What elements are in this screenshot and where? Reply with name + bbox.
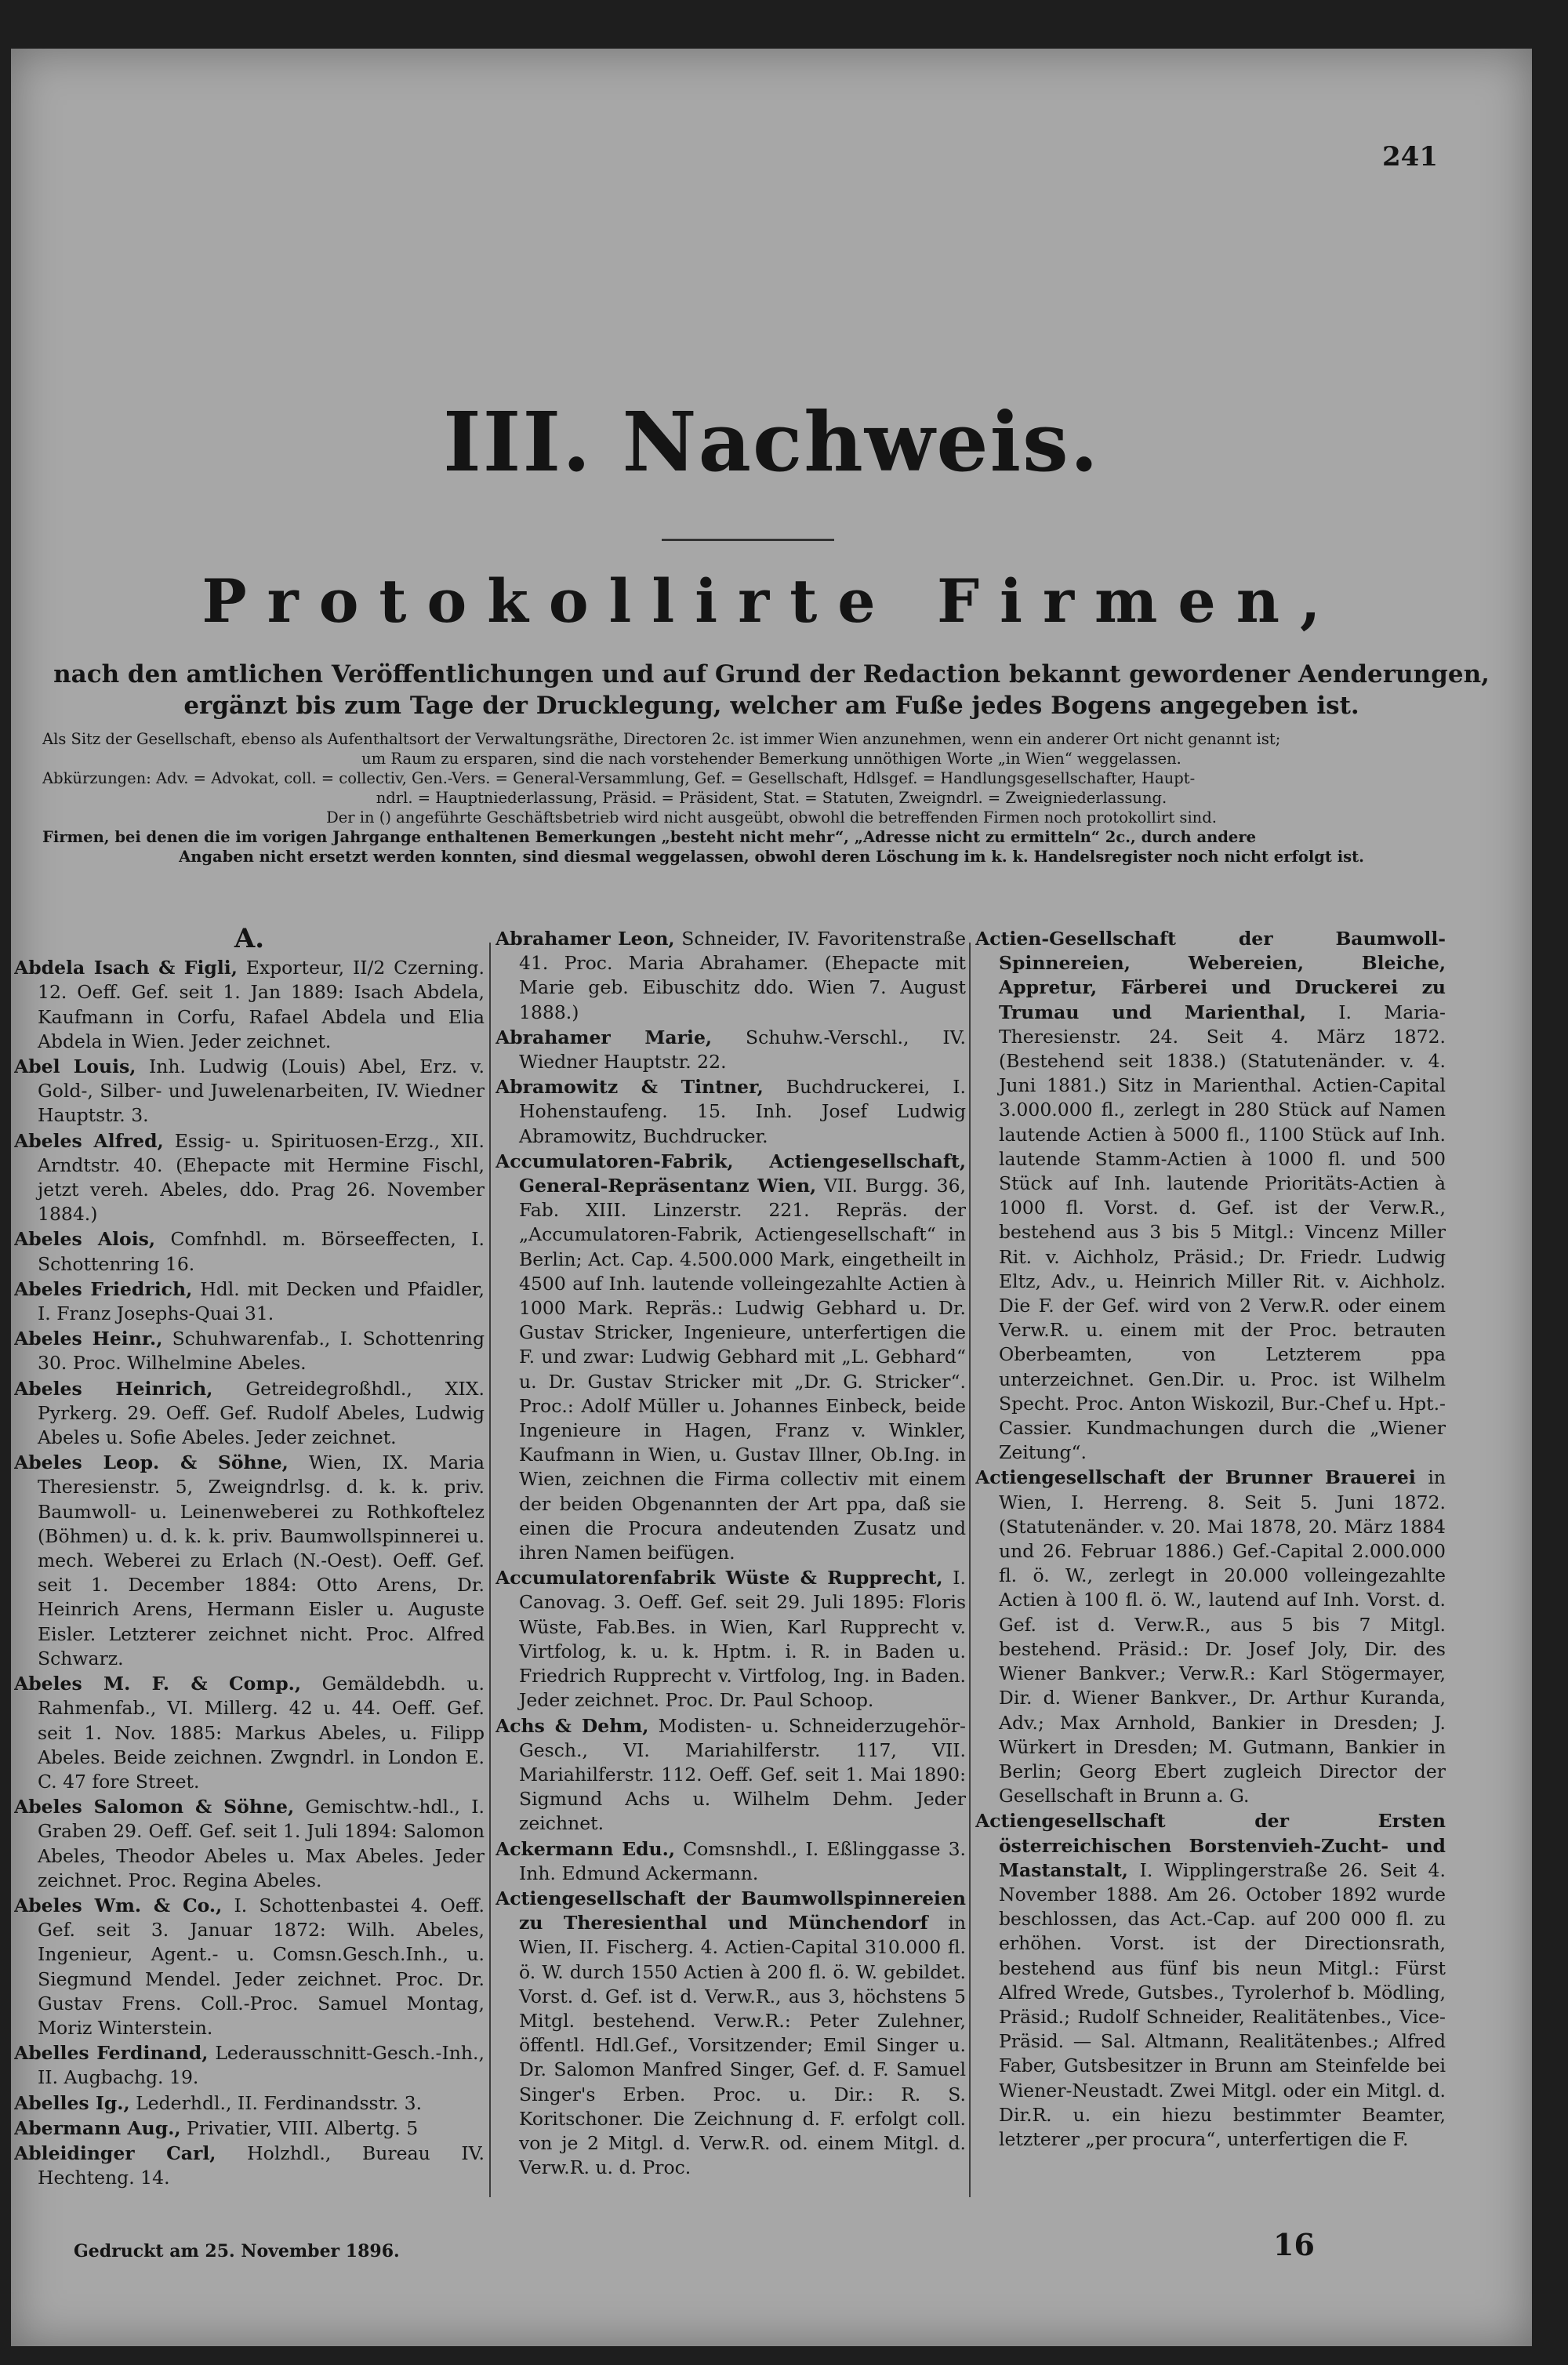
firm-details: Wien, IX. Maria Theresienstr. 5, Zweigndrlsg. d. k. k. priv. Baumwoll- u. Leinenweberei zu Rothkoftelez (Böhmen) u. d. k. k. priv. Baumwollspinnerei u. mech. Weberei zu Erlach (N.-Oest). Oeff. Gef. seit 1. December 1884: Otto Arens, Dr. Heinrich Arens, Hermann Eisler u. Auguste Eisler. Letzterer zeichnet nicht. Proc. Alfred Schwarz. — [38, 1451, 485, 1669]
firm-name: Abermann Aug., — [14, 2116, 181, 2139]
firm-details: VII. Burgg. 36, Fab. XIII. Linzerstr. 221. Repräs. der „Accumulatoren-Fabrik, Actiengesellschaft“ in Berlin; Act. Cap. 4.500.000 Mark, eingetheilt in 4500 auf Inh. lautende volleingezahlte Actien à 1000 Mark. Repräs.: Ludwig Gebhard u. Dr. Gustav Stricker, Ingenieure, unterfertigen die F. und zwar: Ludwig Gebhard mit „L. Gebhard“ u. Dr. Gustav Stricker mit „Dr. G. Stricker“. Proc.: Adolf Müller u. Johannes Einbeck, beide Ingenieure in Hagen, Franz v. Winkler, Kaufmann in Wien, u. Gustav Illner, Ob.Ing. in Wien, zeichnen die Firma collectiv mit einem der beiden Obgenannten der Art ppa, daß sie einen die Procura andeutenden Zusatz und ihren Namen beifügen. — [519, 1175, 966, 1564]
firm-details: Gemäldebdh. u. Rahmenfab., VI. Millerg. 42 u. 44. Oeff. Gef. seit 1. Nov. 1885: Markus Abeles, u. Filipp Abeles. Beide zeichnen. Zwgndrl. in London E. C. 47 fore Street. — [38, 1673, 485, 1793]
register-entry — [495, 927, 966, 1025]
firm-name: Accumulatorenfabrik Wüste & Rupprecht, — [495, 1567, 943, 1589]
firm-details: Lederhdl., II. Ferdinandsstr. 3. — [136, 2091, 423, 2114]
register-entry — [495, 1075, 966, 1149]
column-divider — [489, 943, 491, 2197]
register-entry — [14, 2116, 485, 2141]
register-entry — [14, 1327, 485, 1375]
note-business: Der in () angeführte Geschäftsbetrieb wird nicht ausgeübt, obwohl die betreffenden Firmen noch protokollirt sind. — [326, 808, 1217, 826]
firm-details: Holzhdl., Bureau IV. Hechteng. 14. — [38, 2142, 485, 2189]
firm-details: I. Canovag. 3. Oeff. Gef. seit 29. Juli 1895: Floris Wüste, Fab.Bes. in Wien, Karl Rupprecht v. Virtfolog, k. u. k. Hptm. i. R. in Baden u. Friedrich Rupprecht v. Virtfolog, Ing. in Baden. Jeder zeichnet. Proc. Dr. Paul Schoop. — [519, 1567, 966, 1712]
firm-details: Schuhw.-Verschl., IV. Wiedner Hauptstr. 22. — [519, 1026, 966, 1074]
register-entry — [14, 1129, 485, 1227]
firm-details: Buchdruckerei, I. Hohenstaufeng. 15. Inh. Josef Ludwig Abramowitz, Buchdrucker. — [519, 1076, 966, 1147]
register-entry — [975, 1466, 1446, 1808]
register-entry — [14, 956, 485, 1054]
note-omitted: Firmen, bei denen die im vorigen Jahrgange enthaltenen Bemerkungen „besteht nicht mehr“, „Adresse nicht zu ermitteln“ 2c., durch andere — [42, 828, 1257, 846]
sheet-signature: 16 — [1273, 2227, 1315, 2262]
firm-name: Actiengesellschaft der Baumwollspinnereien zu Theresienthal und Münchendorf — [495, 1887, 966, 1935]
note-space: um Raum zu ersparen, sind die nach vorstehender Bemerkung unnöthigen Worte „in Wien“ weggelassen. — [361, 750, 1181, 768]
firm-details: Essig- u. Spirituosen-Erzg., XII. Arndtstr. 40. (Ehepacte mit Hermine Fischl, jetzt vereh. Abeles, ddo. Prag 26. November 1884.) — [38, 1129, 485, 1226]
firm-name: Abeles M. F. & Comp., — [14, 1673, 301, 1695]
firm-name: Abeles Heinr., — [14, 1328, 163, 1350]
firm-details: Getreidegroßhdl., XIX. Pyrkerg. 29. Oeff. Gef. Rudolf Abeles, Ludwig Abeles u. Sofie Abeles. Jeder zeichnet. — [38, 1377, 485, 1449]
firm-details: in Wien, I. Herreng. 8. Seit 5. Juni 1872. (Statutenänder. v. 20. Mai 1878, 20. März 1884 und 26. Februar 1886.) Gef.-Capital 2.000.000 fl. ö. W., zerlegt in 20.000 volleingezahlte Actien à 100 fl. ö. W., lautend auf Inh. Vorst. d. Gef. ist d. Verw.R., aus 5 bis 7 Mitgl. bestehend. Präsid.: Dr. Josef Joly, Dir. des Wiener Bankver.; Verw.R.: Karl Stögermayer, Dir. d. Wiener Bankver., Dr. Arthur Kuranda, Adv.; Max Arnhold, Bankier in Dresden; J. Würkert in Dresden; M. Gutmann, Bankier in Berlin; Georg Ebert zugleich Director der Gesellschaft in Brunn a. G. — [999, 1466, 1446, 1807]
register-entry — [14, 1227, 485, 1276]
firm-name: Abelles Ferdinand, — [14, 2042, 209, 2065]
intro-line-1: nach den amtlichen Veröffentlichungen und auf Grund der Redaction bekannt gewordener Aenderungen, — [53, 660, 1490, 688]
note-abbreviations-cont: ndrl. = Hauptniederlassung, Präsid. = Präsident, Stat. = Statuten, Zweigndrl. = Zweigniederlassung. — [376, 789, 1167, 807]
register-entry — [975, 927, 1446, 1465]
column-middle — [495, 927, 966, 2197]
notes-block — [42, 729, 1501, 866]
firm-name: Abdela Isach & Figli, — [14, 957, 238, 979]
firm-details: Schuhwarenfab., I. Schottenring 30. Proc. Wilhelmine Abeles. — [38, 1328, 485, 1375]
firm-name: Accumulatoren-Fabrik, Actiengesellschaft, General-Repräsentanz Wien, — [495, 1150, 966, 1197]
register-entry — [495, 1887, 966, 2180]
firm-details: Gemischtw.-hdl., I. Graben 29. Oeff. Gef. seit 1. Juli 1894: Salomon Abeles, Theodor Abeles u. Max Abeles. Jeder zeichnet. Proc. Regina Abeles. — [38, 1796, 485, 1891]
firm-name: Abeles Alois, — [14, 1228, 156, 1251]
note-abbreviations: Abkürzungen: Adv. = Advokat, coll. = collectiv, Gen.-Vers. = General-Versammlung, Gef. = Gesellschaft, Hdlsgef. = Handlungsgesellschafter, Haupt- — [42, 769, 1196, 787]
firm-details: Privatier, VIII. Albertg. 5 — [187, 2116, 419, 2139]
firm-name: Abrahamer Leon, — [495, 928, 675, 950]
column-divider — [969, 943, 971, 2197]
firm-details: Exporteur, II/2 Czerning. 12. Oeff. Gef. seit 1. Jan 1889: Isach Abdela, Kaufmann in Corfu, Rafael Abdela und Elia Abdela in Wien. Jeder zeichnet. — [38, 957, 485, 1052]
firm-details: Schneider, IV. Favoritenstraße 41. Proc. Maria Abrahamer. (Ehepacte mit Marie geb. Eibuschitz ddo. Wien 7. August 1888.) — [519, 928, 966, 1023]
firm-name: Abeles Leop. & Söhne, — [14, 1451, 289, 1474]
register-entry — [14, 2091, 485, 2116]
firm-name: Achs & Dehm, — [495, 1714, 649, 1737]
page-subtitle: Protokollirte Firmen, — [201, 566, 1341, 636]
register-entry — [495, 1150, 966, 1565]
page-title: III. Nachweis. — [443, 394, 1100, 490]
firm-name: Abramowitz & Tintner, — [495, 1076, 764, 1099]
firm-name: Abrahamer Marie, — [495, 1026, 713, 1048]
register-entry — [14, 1377, 485, 1451]
register-entry — [14, 1055, 485, 1128]
firm-name: Abeles Salomon & Söhne, — [14, 1796, 295, 1818]
firm-name: Abeles Wm. & Co., — [14, 1894, 223, 1916]
firm-details: Comfnhdl. m. Börseeffecten, I. Schottenring 16. — [38, 1228, 485, 1275]
intro-line-2: ergänzt bis zum Tage der Drucklegung, welcher am Fuße jedes Bogens angegeben ist. — [183, 692, 1359, 720]
firm-name: Abel Louis, — [14, 1055, 136, 1078]
register-entry — [975, 1809, 1446, 2152]
firm-name: Ackermann Edu., — [495, 1837, 676, 1860]
print-date: Gedruckt am 25. November 1896. — [74, 2241, 400, 2261]
firm-details: I. Wipplingerstraße 26. Seit 4. November 1888. Am 26. October 1892 wurde beschlossen, das Act.-Cap. auf 200 000 fl. zu erhöhen. Vorst. ist der Directionsrath, bestehend aus fünf bis neun Mitgl.: Fürst Alfred Wrede, Gutsbes., Tyrolerhof b. Mödling, Präsid.; Rudolf Schneider, Realitätenbes., Vice-Präsid. — Sal. Altmann, Realitätenbes.; Alfred Faber, Gutsbesitzer in Brunn am Steinfelde bei Wiener-Neustadt. Zwei Mitgl. oder ein Mitgl. d. Dir.R. u. ein hiezu bestimmter Beamter, letzterer „per procura“, unterfertigen die F. — [999, 1858, 1446, 2150]
firm-details: in Wien, II. Fischerg. 4. Actien-Capital 310.000 fl. ö. W. durch 1550 Actien à 200 fl. ö. W. gebildet. Vorst. d. Gef. ist d. Verw.R., aus 3, höchstens 5 Mitgl. bestehend. Verw.R.: Peter Zulehner, öffentl. Hdl.Gef., Vorsitzender; Emil Singer u. Dr. Salomon Manfred Singer, Gef. d. F. Samuel Singer's Erben. Proc. u. Dir.: R. S. Koritschoner. Die Zeichnung d. F. erfolgt coll. von je 2 Mitgl. d. Verw.R. od. einem Mitgl. d. Verw.R. u. d. Proc. — [519, 1912, 966, 2179]
register-entry — [14, 1451, 485, 1671]
firm-name: Actiengesellschaft der Brunner Brauerei — [975, 1466, 1416, 1489]
note-seat: Als Sitz der Gesellschaft, ebenso als Aufenthaltsort der Verwaltungsräthe, Directoren 2c. ist immer Wien anzunehmen, wenn ein anderer Ort nicht genannt ist; — [42, 730, 1281, 748]
register-entry — [14, 1672, 485, 1794]
page-number: 241 — [1382, 141, 1438, 173]
firm-name: Actien-Gesellschaft der Baumwoll-Spinnereien, Webereien, Bleiche, Appretur, Färberei und Druckerei zu Trumau und Marienthal, — [975, 928, 1446, 1023]
firm-name: Abeles Heinrich, — [14, 1377, 213, 1400]
title-divider — [662, 539, 834, 541]
firm-name: Actiengesellschaft der Ersten österreichischen Borstenvieh-Zucht- und Mastanstalt, — [975, 1810, 1446, 1881]
firm-details: Modisten- u. Schneiderzugehör-Gesch., VI. Mariahilferstr. 117, VII. Mariahilferstr. 112. Oeff. Gef. seit 1. Mai 1890: Sigmund Achs u. Wilhelm Dehm. Jeder zeichnet. — [519, 1714, 966, 1835]
note-omitted-cont: Angaben nicht ersetzt werden konnten, sind diesmal weggelassen, obwohl deren Löschung im k. k. Handelsregister noch nicht erfolgt ist. — [179, 848, 1364, 866]
firm-details: Inh. Ludwig (Louis) Abel, Erz. v. Gold-, Silber- und Juwelenarbeiten, IV. Wiedner Hauptstr. 3. — [38, 1055, 485, 1127]
register-entry — [495, 1026, 966, 1074]
register-entry — [495, 1837, 966, 1886]
register-entry — [14, 1894, 485, 2040]
firm-details: Lederausschnitt-Gesch.-Inh., II. Augbachg. 19. — [38, 2042, 485, 2089]
register-entry — [495, 1566, 966, 1713]
document-page — [11, 49, 1532, 2346]
firm-name: Abeles Alfred, — [14, 1129, 164, 1152]
firm-details: Hdl. mit Decken und Pfaidler, I. Franz Josephs-Quai 31. — [38, 1277, 485, 1325]
register-entry — [14, 2041, 485, 2090]
firm-details: I. Schottenbastei 4. Oeff. Gef. seit 3. Januar 1872: Wilh. Abeles, Ingenieur, Agent.- u. Comsn.Gesch.Inh., u. Siegmund Mendel. Jeder zeichnet. Proc. Dr. Gustav Frens. Coll.-Proc. Samuel Montag, Moriz Winterstein. — [38, 1894, 485, 2039]
firm-name: Abelles Ig., — [14, 2091, 130, 2114]
firm-name: Abeles Friedrich, — [14, 1277, 193, 1300]
section-letter: A. — [234, 927, 265, 954]
register-entry — [495, 1714, 966, 1836]
firm-details: Comsnshdl., I. Eßlinggasse 3. Inh. Edmund Ackermann. — [519, 1837, 966, 1884]
column-left — [14, 927, 485, 2197]
register-entry — [14, 1795, 485, 1893]
column-right — [975, 927, 1446, 2197]
firm-details: I. Maria-Theresienstr. 24. Seit 4. März 1872. (Bestehend seit 1838.) (Statutenänder. v. 4. Juni 1881.) Sitz in Marienthal. Actien-Capital 3.000.000 fl., zerlegt in 280 Stück auf Namen lautende Actien à 5000 fl., 1100 Stück auf Inh. lautende Stamm-Actien à 1000 fl. und 500 Stück auf Inh. lautende Prioritäts-Actien à 1000 fl. Vorst. d. Gef. ist der Verw.R., bestehend aus 3 bis 5 Mitgl.: Vincenz Miller Rit. v. Aichholz, Präsid.; Dr. Friedr. Ludwig Eltz, Adv., u. Heinrich Miller Rit. v. Aichholz. Die F. der Gef. wird von 2 Verw.R. oder einem Verw.R. u. einem mit der Proc. betrauten Oberbeamten, von Letzterem ppa unterzeichnet. Gen.Dir. u. Proc. ist Wilhelm Specht. Proc. Anton Wiskozil, Bur.-Chef u. Hpt.-Cassier. Kundmachungen durch die „Wiener Zeitung“. — [999, 1001, 1446, 1464]
register-entry — [14, 2142, 485, 2190]
firm-name: Ableidinger Carl, — [14, 2142, 216, 2164]
register-entry — [14, 1277, 485, 1326]
